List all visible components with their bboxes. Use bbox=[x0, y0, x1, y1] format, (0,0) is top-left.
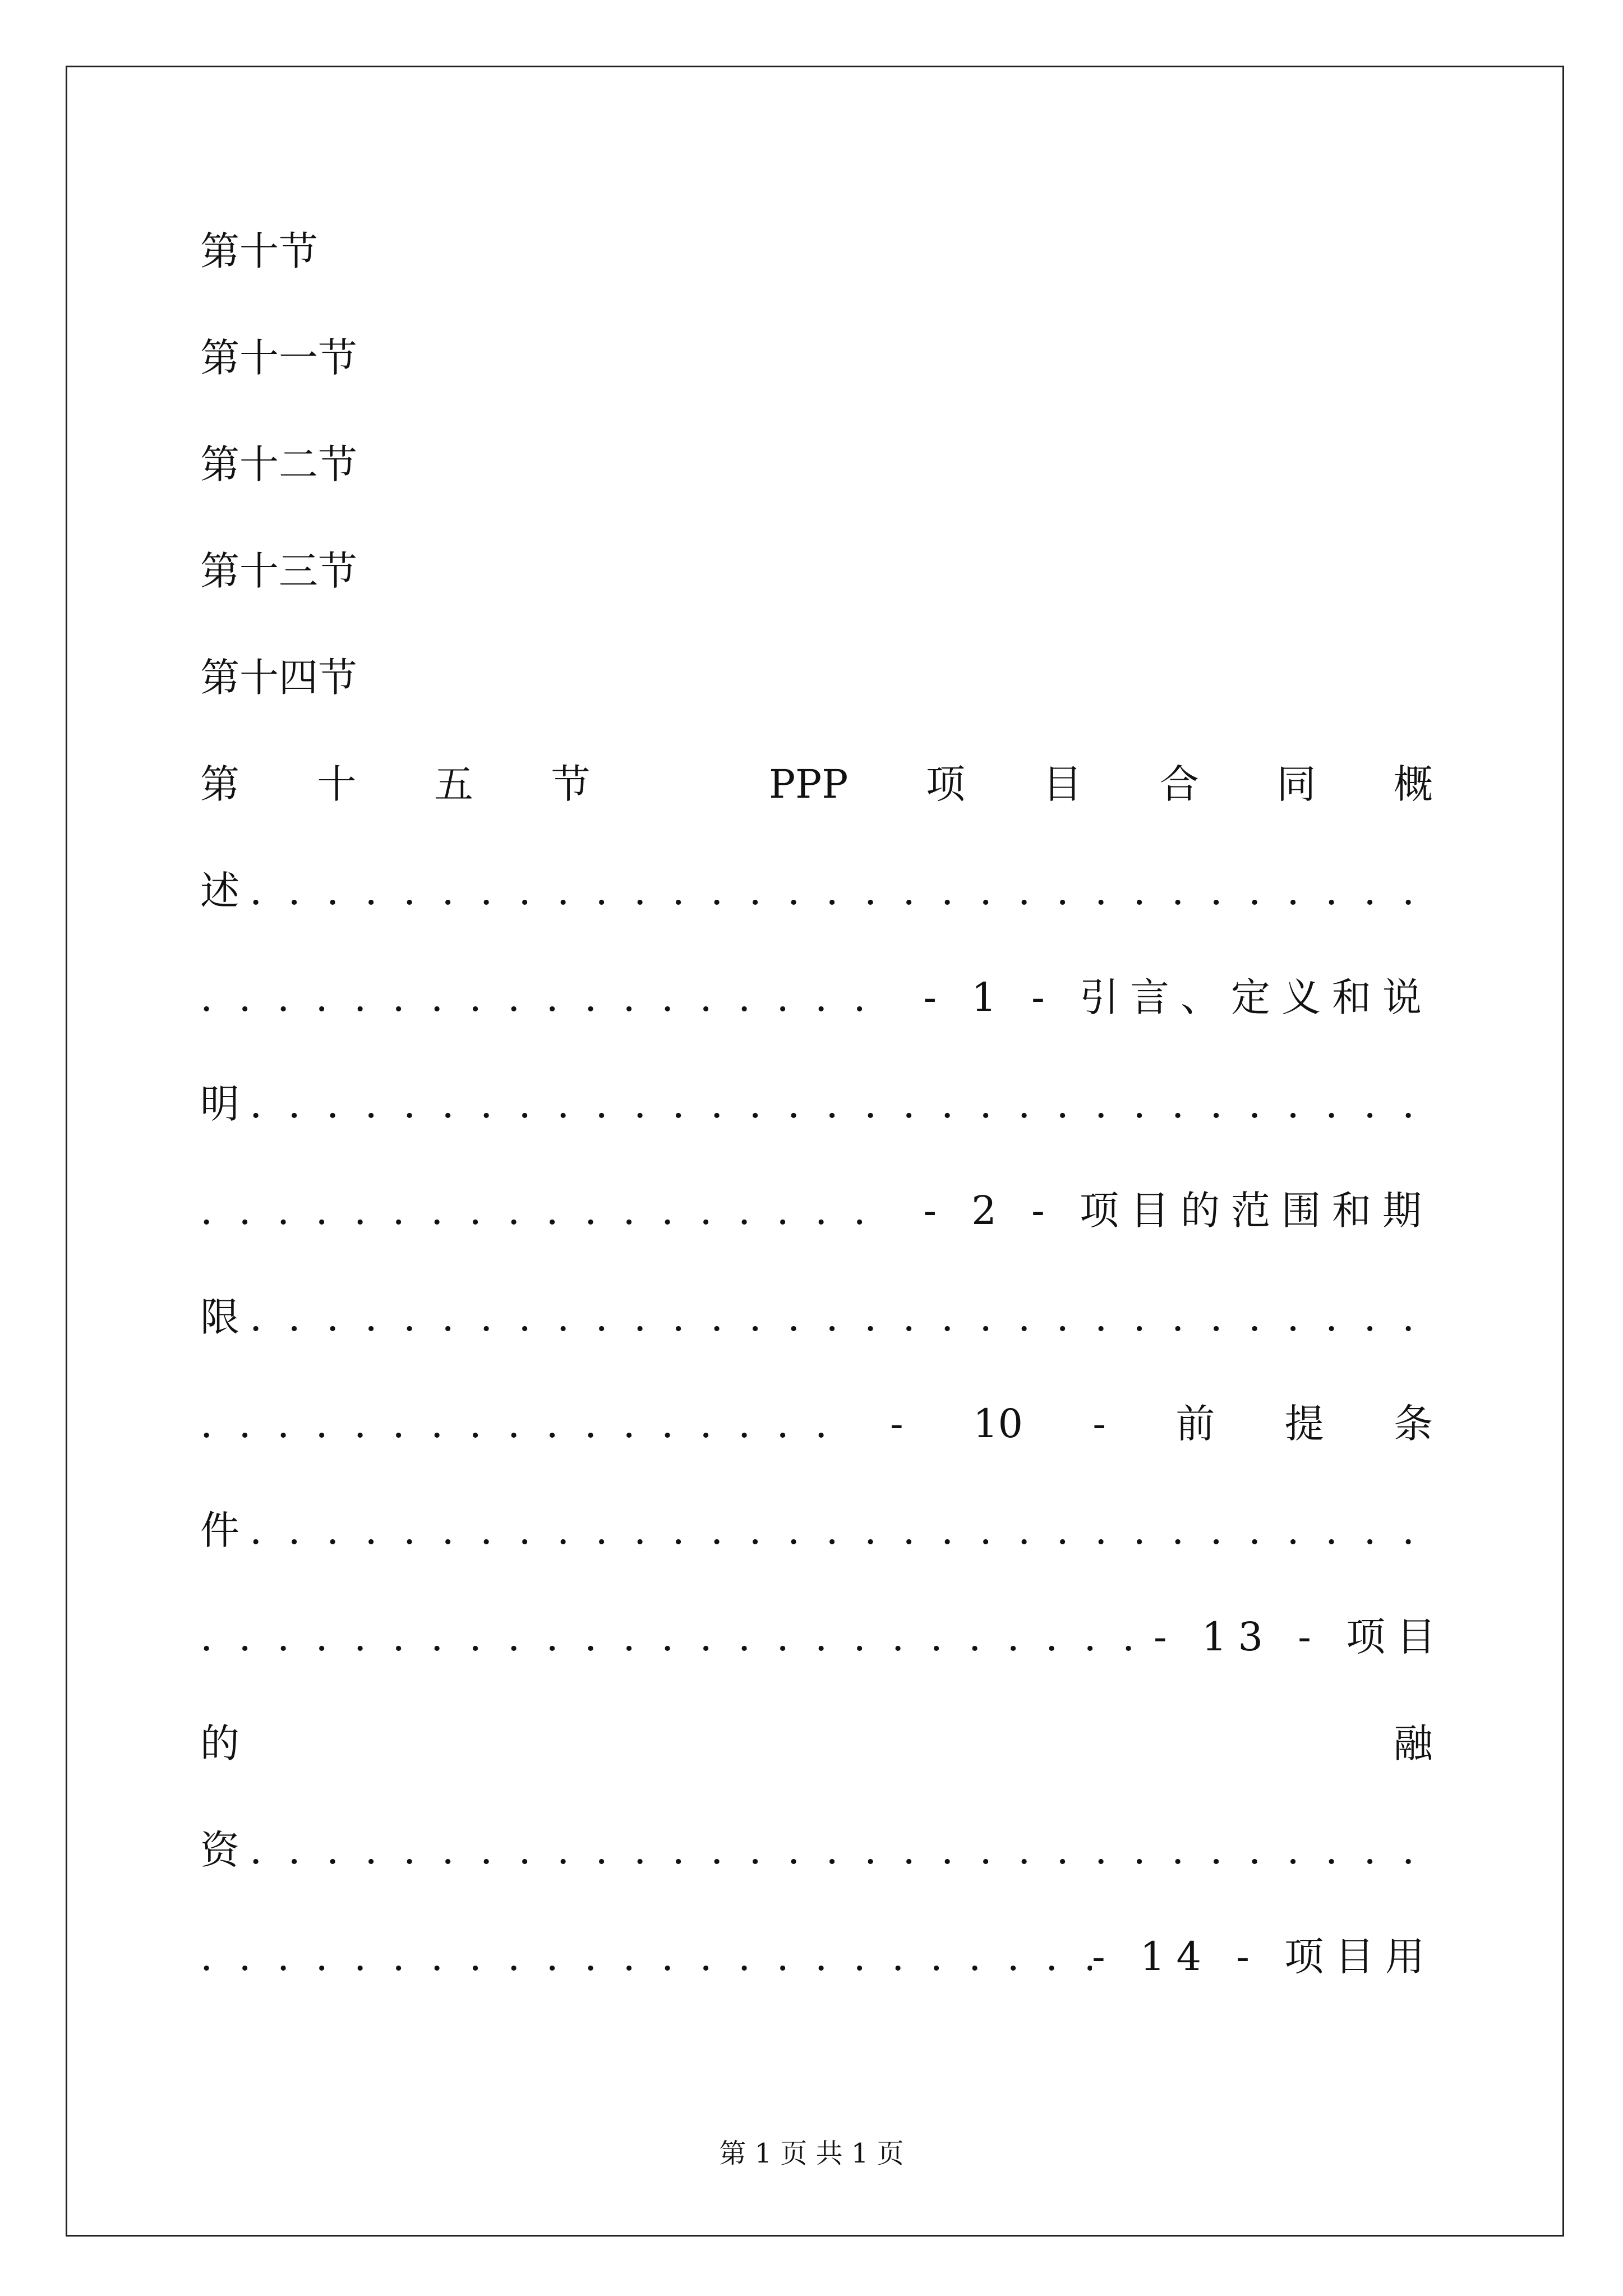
heading-section-14: 第十四节 bbox=[200, 655, 357, 701]
toc-line: 明 . . . bbox=[200, 1077, 1433, 1131]
toc-line: 的 融 bbox=[200, 1720, 1433, 1766]
toc-line: . . . - 13 - 项目 bbox=[200, 1610, 1433, 1664]
toc-line: 件 . . . bbox=[200, 1503, 1433, 1557]
toc-leader bbox=[200, 1930, 1092, 1984]
toc-line: . . . - 14 - 项目用 bbox=[200, 1930, 1433, 1984]
toc-leader bbox=[200, 1610, 1154, 1664]
heading-section-13: 第十三节 bbox=[200, 548, 357, 594]
toc-leader bbox=[250, 1823, 1433, 1877]
toc-leader bbox=[200, 970, 868, 1024]
toc-line: . . . - 10 - 前 提 条 bbox=[200, 1397, 1433, 1451]
page-footer: 第 1 页 共 1 页 bbox=[719, 2138, 904, 2169]
heading-section-11: 第十一节 bbox=[200, 335, 357, 381]
toc-line: 限 . . . bbox=[200, 1290, 1433, 1344]
toc-line: 资 . . . bbox=[200, 1823, 1433, 1877]
toc-leader bbox=[200, 1397, 845, 1451]
toc-line: . . . - 2 - 项目的范围和期 bbox=[200, 1184, 1433, 1237]
heading-section-12: 第十二节 bbox=[200, 441, 357, 487]
page-border bbox=[66, 66, 1564, 2237]
toc-line: 述 . . . bbox=[200, 864, 1433, 918]
heading-section-10: 第十节 bbox=[200, 228, 318, 274]
toc-line: . . . - 1 - 引言、定义和说 bbox=[200, 970, 1433, 1024]
heading-section-15: 第 十 五 节 PPP 项 目 合 同 概 bbox=[200, 761, 1433, 807]
toc-leader bbox=[250, 1503, 1433, 1557]
toc-leader bbox=[250, 1077, 1433, 1131]
toc-leader bbox=[250, 1290, 1433, 1344]
toc-leader bbox=[200, 1184, 868, 1237]
toc-leader bbox=[250, 864, 1433, 918]
